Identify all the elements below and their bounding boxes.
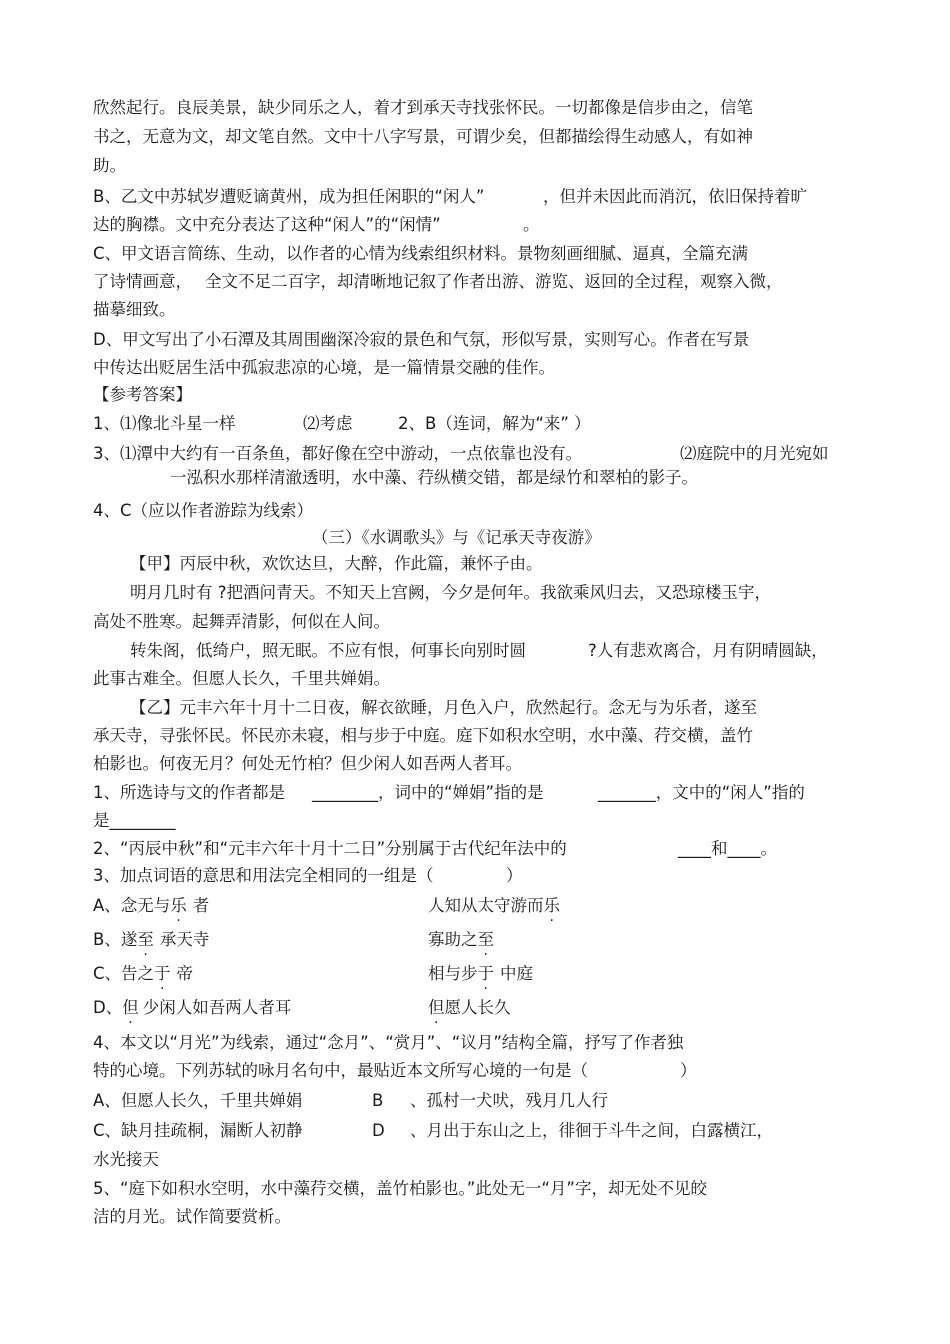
question-4: 4、本文以“月光”为线索，通过“念月”、“赏月”、“议月”结构全篇，抒写了作者独 xyxy=(93,1033,684,1052)
option-b-line: B、乙文中苏轼岁遭贬谪黄州，成为担任闲职的“闲人” xyxy=(93,187,485,206)
q4-option-d-letter: D xyxy=(372,1121,385,1140)
q4-option-d: 、月出于东山之上，徘徊于斗牛之间，白露横江， xyxy=(410,1121,773,1140)
q3-option-c xyxy=(93,963,193,985)
text-line: ________，词中的“婵娟”指的是 xyxy=(312,783,544,802)
text-line: 描摹细致。 xyxy=(93,300,176,319)
text-line: _______，文中的“闲人”指的 xyxy=(598,783,805,802)
dotted-word: 乐 xyxy=(543,896,560,915)
text-segment: D、 xyxy=(93,998,123,1017)
text-line: 全文不足二百字，却清晰地记叙了作者出游、游览、返回的全过程，观察入微， xyxy=(205,272,783,291)
text-segment: 者 xyxy=(192,896,210,915)
text-line: 此事古难全。但愿人长久，千里共婵娟。 xyxy=(93,669,390,688)
question-5: 5、“庭下如积水空明，水中藻荇交横，盖竹柏影也。”此处无一“月”字，却无处不见皎 xyxy=(93,1179,707,1198)
q4-option-a: A、但愿人长久，千里共婵娟 xyxy=(93,1091,303,1110)
q3-option-a-pair xyxy=(428,895,560,917)
text-line: 。 xyxy=(523,215,540,234)
text-line: 助。 xyxy=(93,156,126,175)
text-segment: 愿人长久 xyxy=(444,998,511,1017)
option-c-line: C、甲文语言简练、生动，以作者的心情为线索组织材料。景物刻画细腻、逼真，全篇充满 xyxy=(93,244,749,263)
dotted-word: 但 xyxy=(122,998,139,1017)
answer-3: 3、⑴潭中大约有一百条鱼，都好像在空中游动，一点依靠也没有。 xyxy=(93,444,582,463)
q3-option-d-pair xyxy=(428,997,511,1019)
text-line: 转朱阁，低绮户，照无眠。不应有恨，何事长向别时圆 xyxy=(130,641,526,660)
text-line: ?人有悲欢离合，月有阴晴圆缺， xyxy=(588,641,828,660)
text-line: ⑵庭院中的月光宛如 xyxy=(680,444,829,463)
answer-4: 4、C（应以作者游踪为线索） xyxy=(93,501,314,520)
text-segment: C、告之 xyxy=(93,964,155,983)
text-line: ） xyxy=(506,866,523,885)
text-segment: 少闲人如吾两人者耳 xyxy=(142,998,292,1017)
text-segment: 承天寺 xyxy=(159,930,210,949)
text-line: 【甲】丙辰中秋，欢饮达旦，大醉，作此篇，兼怀子由。 xyxy=(130,554,543,573)
q3-option-d xyxy=(93,997,291,1019)
text-segment: A、念无与 xyxy=(93,896,171,915)
dotted-word: 至 xyxy=(137,930,154,949)
q4-option-b: 、孤村一犬吠，残月几人行 xyxy=(410,1091,608,1110)
dotted-word: 于 xyxy=(154,964,171,983)
text-segment: 寡助之 xyxy=(428,930,478,949)
text-segment: 相与步 xyxy=(428,964,478,983)
text-segment: 人知从太守游而 xyxy=(428,896,544,915)
q3-option-a xyxy=(93,895,209,917)
text-line: 中传达出贬居生活中孤寂悲凉的心境，是一篇情景交融的佳作。 xyxy=(93,358,555,377)
dotted-word: 于 xyxy=(477,964,494,983)
section-title: （三）《水调歌头》与《记承天寺夜游》 xyxy=(312,528,601,547)
text-line: ____和____。 xyxy=(678,839,777,858)
answer-2: 2、B（连词，解为“来” ） xyxy=(398,414,591,433)
text-line: 欣然起行。良辰美景，缺少同乐之人，着才到承天寺找张怀民。一切都像是信步由之，信笔 xyxy=(93,98,753,117)
text-line: ⑵考虑 xyxy=(303,414,353,433)
text-line: 一泓积水那样清澈透明，水中藻、荇纵横交错，都是绿竹和翠柏的影子。 xyxy=(170,468,698,487)
text-line: 高处不胜寒。起舞弄清影，何似在人间。 xyxy=(93,612,390,631)
question-3: 3、加点词语的意思和用法完全相同的一组是（ xyxy=(93,866,434,885)
option-d-line: D、甲文写出了小石潭及其周围幽深冷寂的景色和气氛，形似写景，实则写心。作者在写景 xyxy=(93,330,750,349)
question-1: 1、所选诗与文的作者都是 xyxy=(93,783,285,802)
q4-option-c: C、缺月挂疏桐，漏断人初静 xyxy=(93,1121,303,1140)
text-line: 【乙】元丰六年十月十二日夜，解衣欲睡，月色入户，欣然起行。念无与为乐者，遂至 xyxy=(130,698,757,717)
text-line: ） xyxy=(680,1061,697,1080)
text-segment: 帝 xyxy=(176,964,194,983)
q3-option-b xyxy=(93,929,209,951)
text-line: 承天寺，寻张怀民。怀民亦未寝，相与步于中庭。庭下如积水空明，水中藻、荇交横，盖竹 xyxy=(93,726,753,745)
dotted-word: 至 xyxy=(477,930,494,949)
question-2: 2、“丙辰中秋”和“元丰六年十月十二日”分别属于古代纪年法中的 xyxy=(93,839,567,858)
answer-1: 1、⑴像北斗星一样 xyxy=(93,414,236,433)
text-line: 书之，无意为文，却文笔自然。文中十八字写景，可谓少矣，但都描绘得生动感人，有如神 xyxy=(93,127,753,146)
text-line: 明月几时有 ?把酒问青天。不知天上宫阙，今夕是何年。我欲乘风归去，又恐琼楼玉宇， xyxy=(130,583,772,602)
dotted-word: 乐 xyxy=(170,896,187,915)
text-line: 达的胸襟。文中充分表达了这种“闲人”的“闲情” xyxy=(93,215,441,234)
q4-option-b-letter: B xyxy=(372,1091,384,1110)
text-line: 柏影也。何夜无月？何处无竹柏？但少闲人如吾两人者耳。 xyxy=(93,754,522,773)
dotted-word: 但 xyxy=(428,998,445,1017)
text-line: ，但并未因此而消沉，依旧保持着旷 xyxy=(543,187,807,206)
text-line: 水光接天 xyxy=(93,1150,159,1169)
text-line: 是________ xyxy=(93,811,176,830)
q3-option-b-pair xyxy=(428,929,494,951)
text-line: 特的心境。下列苏轼的咏月名句中，最贴近本文所写心境的一句是（ xyxy=(93,1061,588,1080)
answer-heading: 【参考答案】 xyxy=(93,385,192,404)
q3-option-c-pair xyxy=(428,963,533,985)
text-segment: B、遂 xyxy=(93,930,138,949)
text-line: 了诗情画意， xyxy=(93,272,192,291)
text-line: 洁的月光。试作简要赏析。 xyxy=(93,1207,291,1226)
text-segment: 中庭 xyxy=(500,964,533,983)
